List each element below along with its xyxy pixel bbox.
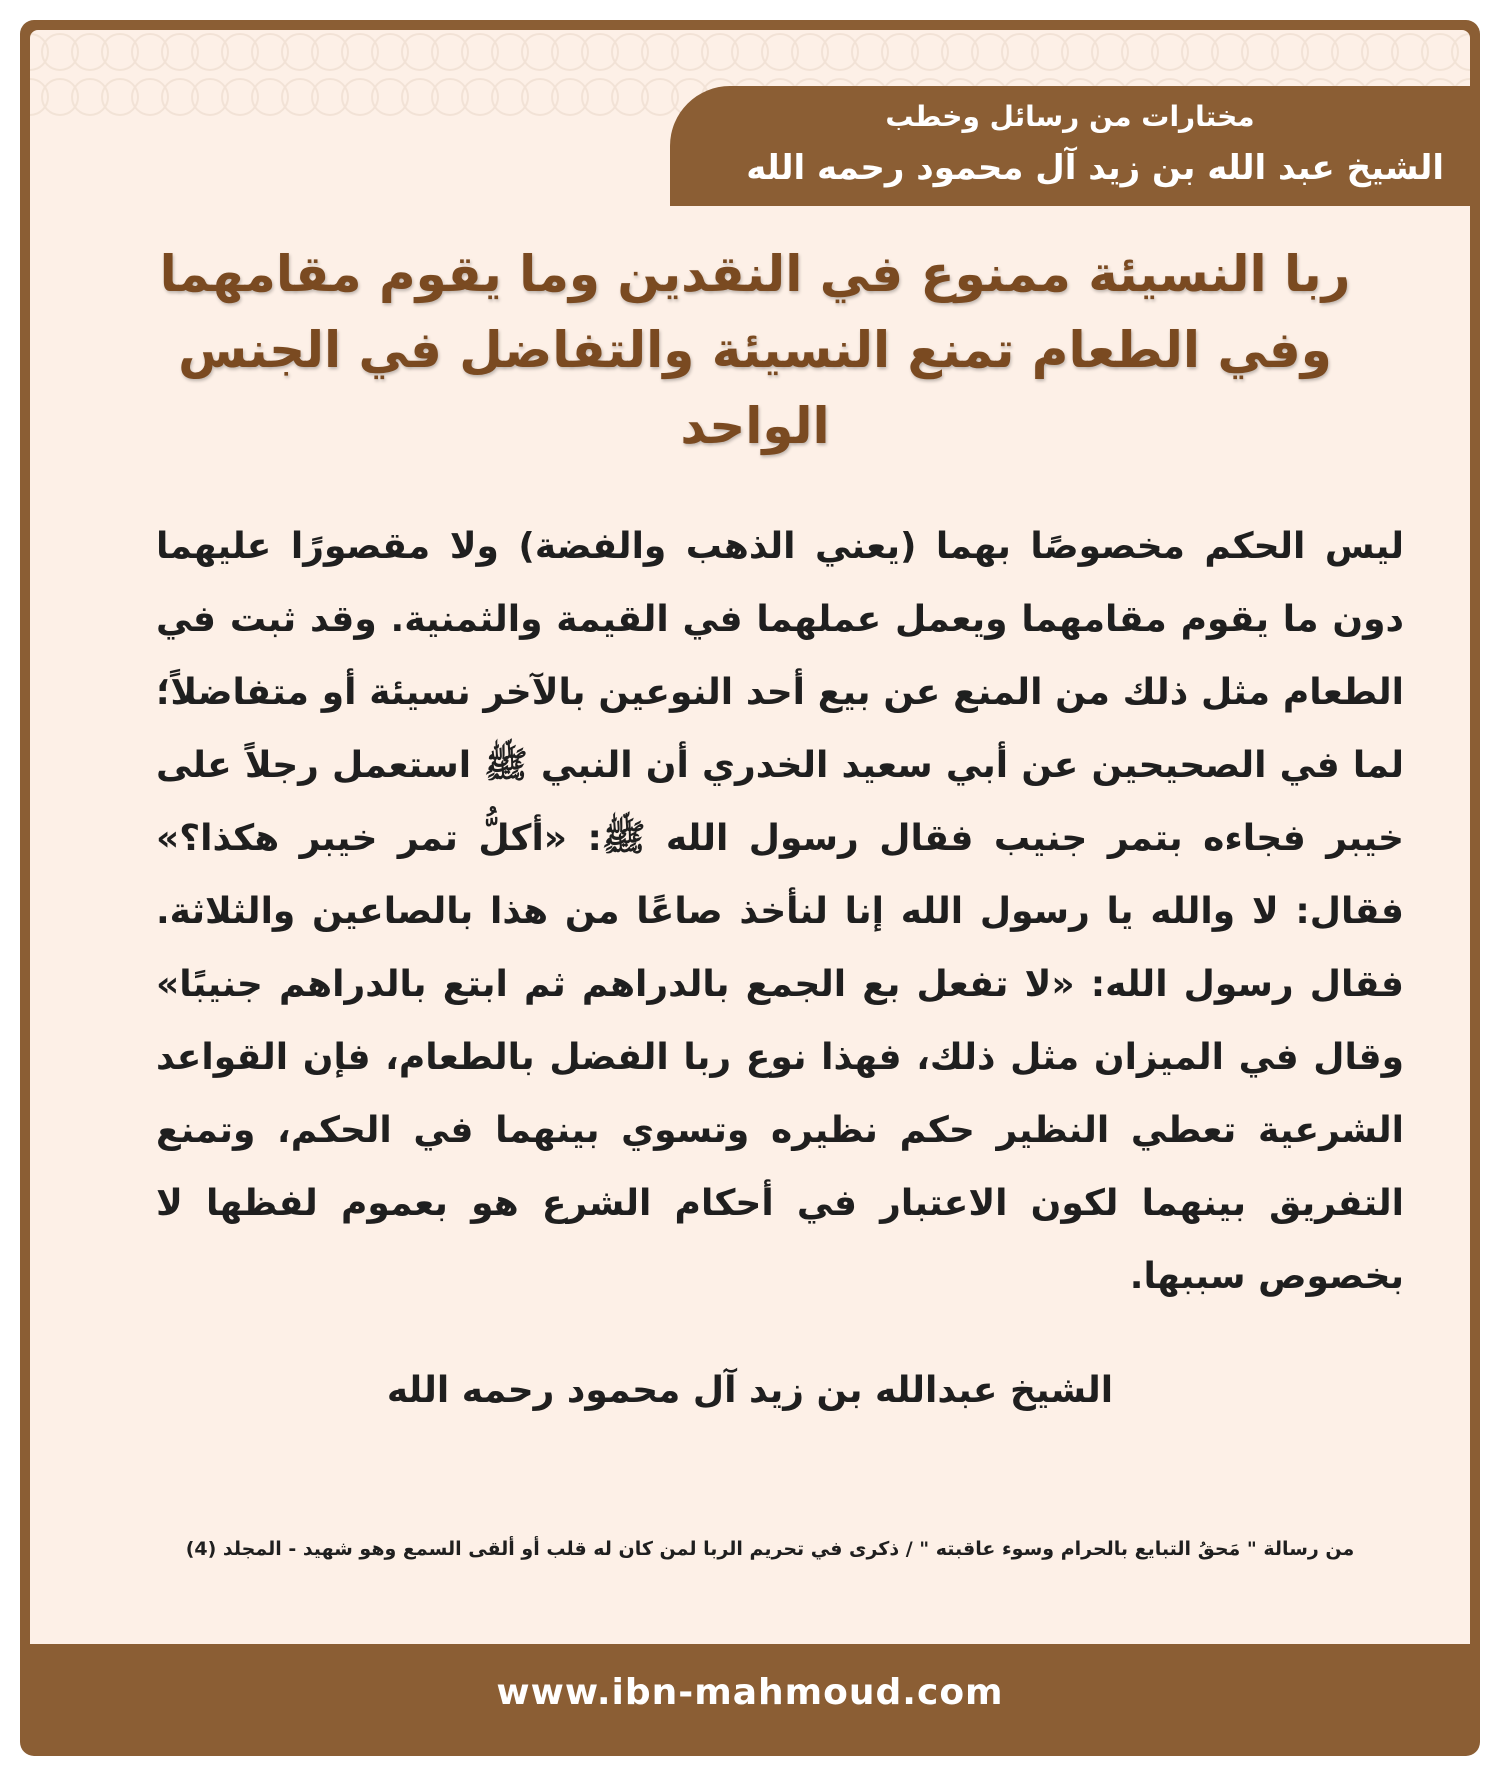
website-link[interactable]: www.ibn-mahmoud.com xyxy=(496,1672,1004,1713)
page-frame xyxy=(20,20,1480,1756)
article-title: ربا النسيئة ممنوع في النقدين وما يقوم مقامهما وفي الطعام تمنع النسيئة والتفاضل في الجنس الواحد xyxy=(159,245,1351,455)
author-name-header: الشيخ عبد الله بن زيد آل محمود رحمه الله xyxy=(746,148,1444,188)
content-panel xyxy=(30,30,1470,1644)
author-signature: الشيخ عبدالله بن زيد آل محمود رحمه الله xyxy=(386,1370,1114,1411)
series-title: مختارات من رسائل وخطب xyxy=(885,100,1255,133)
source-citation: من رسالة " مَحقُ التبايع بالحرام وسوء عاقبته " / ذكرى في تحريم الربا لمن كان له قلب أو ألقى السمع وهو شهيد - المجلد (4) xyxy=(185,1538,1355,1560)
article-body: ليس الحكم مخصوصًا بهما (يعني الذهب والفضة) ولا مقصورًا عليهما دون ما يقوم مقامهما ويعمل عملهما في القيمة والثمنية. وقد ثبت في الطعام مثل ذلك من المنع عن بيع أحد النوعين بالآخر نسيئة أو متفاضلاً؛ لما في الصحيحين عن أبي سعيد الخدري أن النبي ﷺ استعمل رجلاً على خيبر فجاءه بتمر جنيب فقال رسول الله ﷺ: «أكلُّ تمر خيبر هكذا؟» فقال: لا والله يا رسول الله إنا لنأخذ صاعًا من هذا بالصاعين والثلاثة. فقال رسول الله: «لا تفعل بع الجمع بالدراهم ثم ابتع بالدراهم جنيبًا» وقال في الميزان مثل ذلك، فهذا نوع ربا الفضل بالطعام، فإن القواعد الشرعية تعطي النظير حكم نظيره وتسوي بينهما في الحكم، وتمنع التفريق بينهما لكون الاعتبار في أحكام الشرع هو بعموم لفظها لا بخصوص سببها. xyxy=(156,526,1404,1297)
